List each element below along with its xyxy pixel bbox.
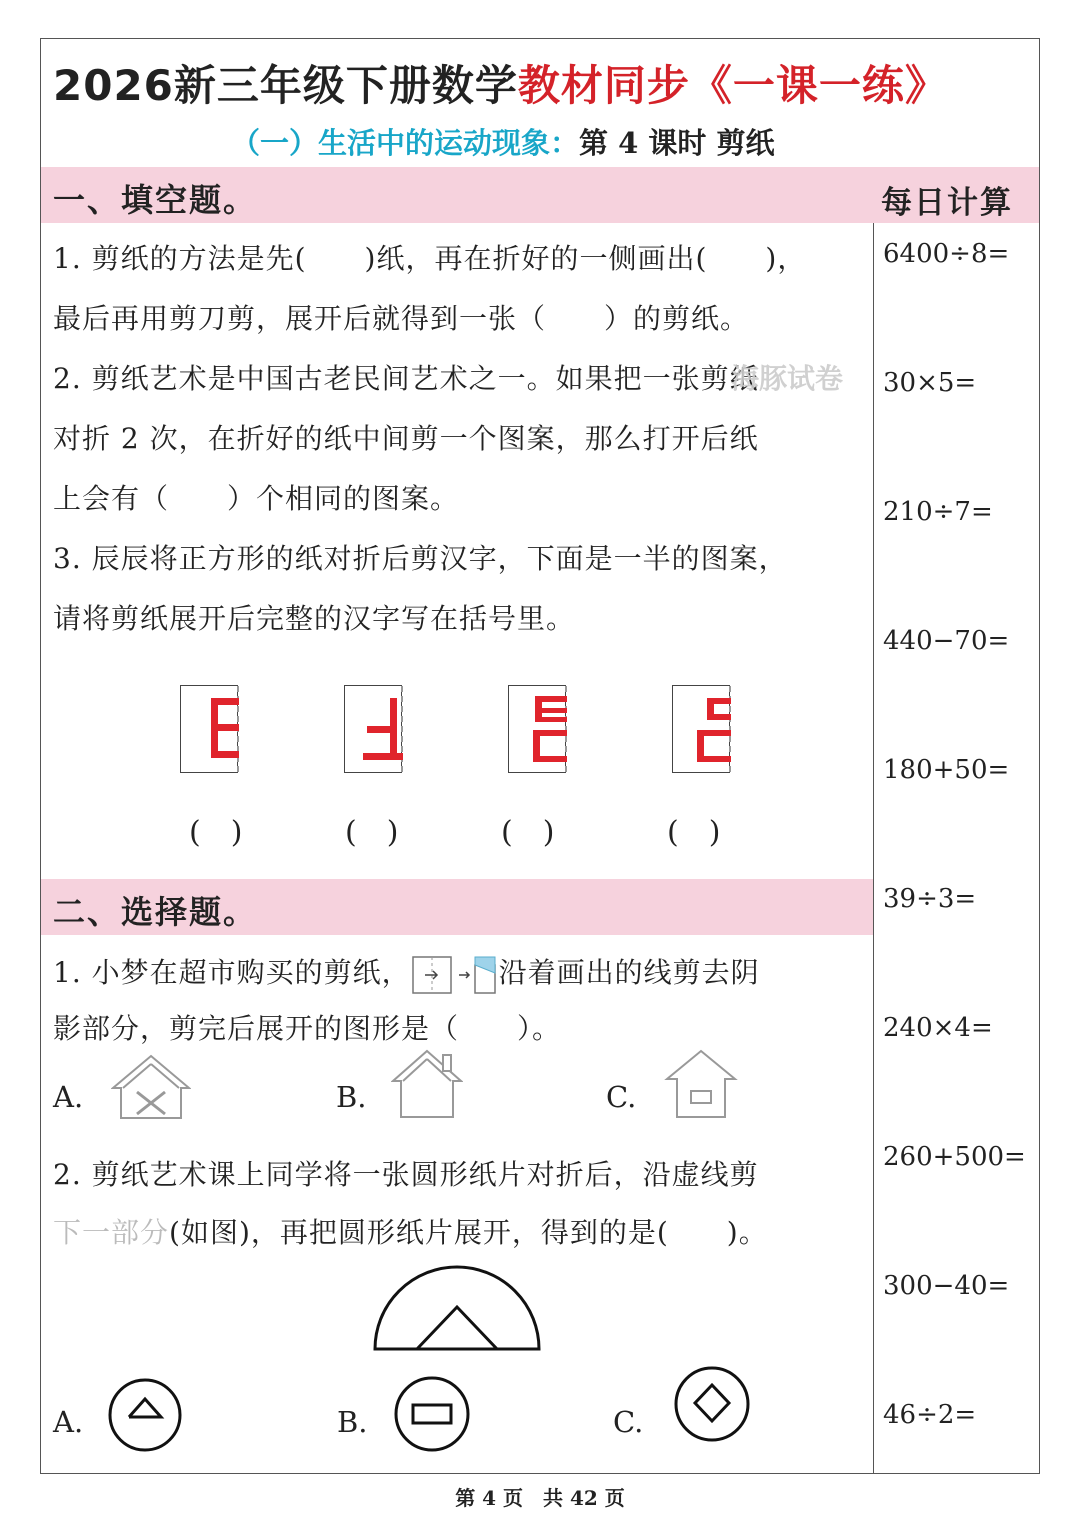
unit-name: （一）生活中的运动现象： [231, 126, 580, 160]
calc-item: 210÷7= [883, 497, 993, 527]
q1-3-line2: 请将剪纸展开后完整的汉字写在括号里。 [53, 602, 576, 635]
q2-2-text-a: 下一部分 [53, 1216, 170, 1249]
answer-blank[interactable]: ( ) [189, 815, 243, 850]
section2-band [41, 879, 873, 935]
q1-3-line1: 3. 辰辰将正方形的纸对折后剪汉字，下面是一半的图案， [53, 542, 788, 575]
section1-band [41, 167, 873, 223]
q1-2-line1: 2. 剪纸艺术是中国古老民间艺术之一。如果把一张剪纸 [53, 362, 759, 395]
title-area [41, 39, 1039, 168]
q2-1-option-c-label[interactable]: C. [606, 1080, 637, 1114]
daily-calc-heading: 每日计算 [881, 185, 1013, 221]
q2-2-line2 [53, 1211, 768, 1251]
main-column [41, 167, 874, 1473]
q2-2-option-a-label[interactable]: A. [53, 1405, 84, 1439]
answer-blank[interactable]: ( ) [345, 815, 399, 850]
q2-2-option-b-label[interactable]: B. [337, 1405, 368, 1439]
folded-semicircle-figure [371, 1263, 543, 1355]
page-title [53, 53, 948, 113]
half-character-figure [344, 685, 402, 773]
q2-1-option-b-label[interactable]: B. [336, 1080, 367, 1114]
q2-1-option-a-label[interactable]: A. [53, 1080, 84, 1114]
answer-blank[interactable]: ( ) [501, 815, 555, 850]
circle-with-triangle-option-icon[interactable] [107, 1377, 183, 1453]
half-character-figure [180, 685, 238, 773]
calc-item: 39÷3= [883, 884, 977, 914]
q2-1-text-a: 1. 小梦在超市购买的剪纸， [53, 956, 411, 989]
half-character-figure [672, 685, 730, 773]
circle-with-rectangle-option-icon[interactable] [393, 1375, 471, 1453]
q2-1-line1 [53, 951, 760, 995]
half-character-figure [508, 685, 566, 773]
answer-blank[interactable]: ( ) [667, 815, 721, 850]
q2-2-option-c-label[interactable]: C. [613, 1405, 644, 1439]
q1-2-line2: 对折 2 次，在折好的纸中间剪一个图案，那么打开后纸 [53, 422, 759, 455]
title-black: 2026新三年级下册数学 [53, 61, 518, 110]
calc-item: 6400÷8= [883, 239, 1010, 269]
calc-item: 180+50= [883, 755, 1010, 785]
lesson-subtitle [231, 121, 774, 162]
q1-2-line3: 上会有（ ）个相同的图案。 [53, 482, 460, 515]
q2-1-line2: 影部分，剪完后展开的图形是（ ）。 [53, 1012, 562, 1045]
q2-2-text-b: (如图)，再把圆形纸片展开，得到的是( )。 [169, 1216, 768, 1249]
calc-item: 46÷2= [883, 1400, 977, 1430]
section1-heading: 一、填空题。 [53, 181, 258, 219]
calc-item: 240×4= [883, 1013, 993, 1043]
worksheet [40, 38, 1040, 1474]
q2-1-text-b: 沿着画出的线剪去阴 [498, 956, 760, 989]
calc-item: 440−70= [883, 626, 1010, 656]
q2-2-line1: 2. 剪纸艺术课上同学将一张圆形纸片对折后，沿虚线剪 [53, 1158, 759, 1191]
calc-item: 260+500= [883, 1142, 1026, 1172]
house-with-window-option-icon[interactable] [663, 1047, 739, 1121]
circle-with-diamond-option-icon[interactable] [673, 1365, 751, 1443]
watermark: 海豚试卷 [731, 362, 844, 395]
section2-heading: 二、选择题。 [53, 893, 258, 931]
lesson-name: 第 4 课时 剪纸 [579, 126, 775, 160]
page-footer: 第 4 页 共 42 页 [455, 1486, 625, 1510]
daily-calc-column [873, 167, 1039, 1473]
title-red: 教材同步《一课一练》 [517, 61, 948, 110]
calc-item: 300−40= [883, 1271, 1010, 1301]
house-with-x-option-icon[interactable] [111, 1052, 191, 1122]
house-option-icon[interactable] [391, 1047, 463, 1121]
q1-1-line2: 最后再用剪刀剪，展开后就得到一张（ ）的剪纸。 [53, 302, 750, 335]
q1-1-line1: 1. 剪纸的方法是先( )纸，再在折好的一侧画出( )， [53, 242, 807, 275]
daily-calc-band [873, 167, 1039, 223]
fold-diagram-icon [411, 955, 499, 995]
calc-item: 30×5= [883, 368, 977, 398]
